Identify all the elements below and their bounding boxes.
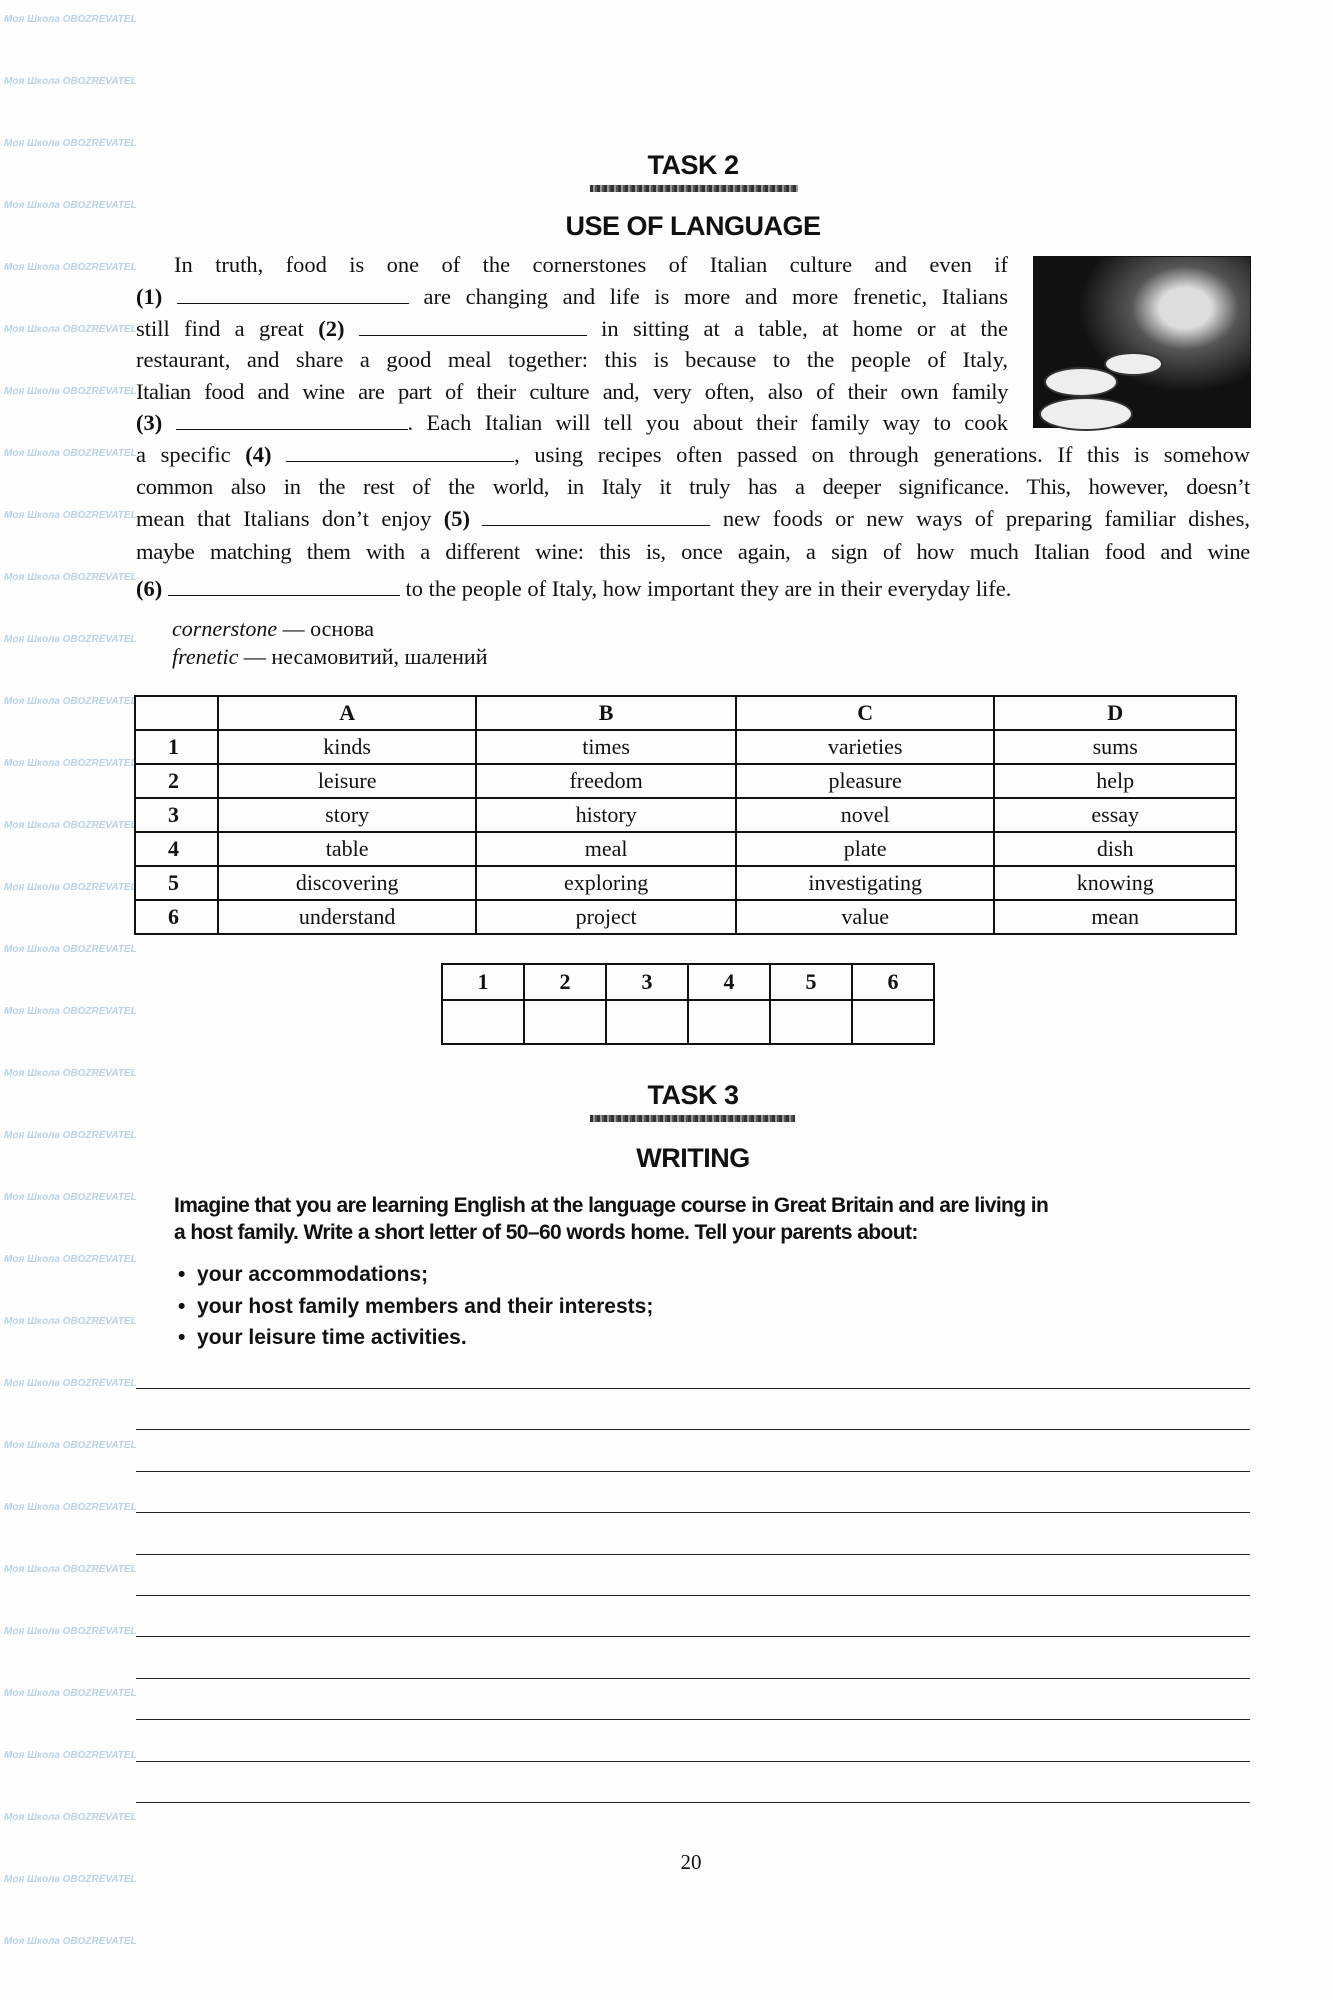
option-cell: investigating [736, 866, 995, 900]
gap-4-blank[interactable] [286, 441, 514, 462]
passage-text: to the people of Italy, how important they are in their everyday life. [405, 576, 1012, 601]
row-number: 5 [135, 866, 218, 900]
writing-line[interactable] [136, 1512, 1250, 1513]
watermark: Моя Школа OBOZREVATEL [4, 510, 137, 521]
option-row [135, 798, 1236, 832]
option-cell: dish [994, 832, 1236, 866]
writing-line[interactable] [136, 1761, 1250, 1762]
watermark: Моя Школа OBOZREVATEL [4, 200, 137, 211]
row-number: 4 [135, 832, 218, 866]
answer-cell[interactable] [606, 1000, 688, 1044]
writing-line[interactable] [136, 1802, 1250, 1803]
passage-text: mean that Italians don’t enjoy [136, 506, 432, 531]
passage-text: a specific [136, 442, 231, 467]
column-header: C [736, 696, 995, 730]
passage-line [136, 314, 1008, 344]
watermark: Моя Школа OBOZREVATEL [4, 1006, 137, 1017]
answer-grid [441, 963, 935, 1045]
option-cell: discovering [218, 866, 477, 900]
passage-line: restaurant, and share a good meal together: this is because to the people of Italy, [136, 347, 1008, 372]
option-cell: varieties [736, 730, 995, 764]
watermark: Моя Школа OBOZREVATEL [4, 1378, 137, 1389]
gap-1-blank[interactable] [177, 283, 409, 304]
bullet-text: your host family members and their interests; [197, 1294, 654, 1318]
task3-subtitle: WRITING [636, 1143, 750, 1173]
writing-line[interactable] [136, 1429, 1250, 1430]
options-table [134, 695, 1237, 935]
option-cell: plate [736, 832, 995, 866]
option-row [135, 900, 1236, 934]
watermark: Моя Школа OBOZREVATEL [4, 1626, 137, 1637]
option-cell: essay [994, 798, 1236, 832]
option-row [135, 832, 1236, 866]
glossary-definition: — несамовитий, шалений [238, 644, 488, 669]
restaurant-photo [1033, 256, 1251, 428]
passage-text: are changing and life is more and more frenetic, Italians [423, 284, 1008, 309]
task3-title: TASK 3 [647, 1080, 739, 1110]
watermark: Моя Школа OBOZREVATEL [4, 882, 137, 893]
option-cell: knowing [994, 866, 1236, 900]
writing-line[interactable] [136, 1678, 1250, 1679]
column-header: B [476, 696, 735, 730]
gap-6-blank[interactable] [168, 575, 400, 596]
watermark: Моя Школа OBOZREVATEL [4, 76, 137, 87]
option-cell: value [736, 900, 995, 934]
option-cell: history [476, 798, 735, 832]
watermark: Моя Школа OBOZREVATEL [4, 1440, 137, 1451]
passage-line: common also in the rest of the world, in Italy it truly has a deeper significance. This, however, doesn’t [136, 474, 1250, 499]
glossary [172, 615, 487, 671]
bullet-list [178, 1259, 653, 1354]
row-number: 2 [135, 764, 218, 798]
glossary-word: cornerstone [172, 616, 278, 641]
watermark: Моя Школа OBOZREVATEL [4, 262, 137, 273]
watermark: Моя Школа OBOZREVATEL [4, 1254, 137, 1265]
option-cell: exploring [476, 866, 735, 900]
watermark: Моя Школа OBOZREVATEL [4, 572, 137, 583]
option-cell: story [218, 798, 477, 832]
watermark: Моя Школа OBOZREVATEL [4, 1812, 137, 1823]
option-cell: project [476, 900, 735, 934]
answer-cell[interactable] [688, 1000, 770, 1044]
passage-line [136, 574, 1250, 604]
passage-line: In truth, food is one of the cornerstones of Italian culture and even if [174, 252, 1008, 277]
answer-number: 4 [688, 964, 770, 1000]
answer-cell[interactable] [442, 1000, 524, 1044]
corner-cell [135, 696, 218, 730]
glossary-word: frenetic [172, 644, 239, 669]
passage-text: in sitting at a table, at home or at the [601, 316, 1009, 341]
watermark: Моя Школа OBOZREVATEL [4, 1068, 137, 1079]
option-cell: freedom [476, 764, 735, 798]
watermark: Моя Школа OBOZREVATEL [4, 1874, 137, 1885]
page-number: 20 [680, 1850, 702, 1874]
passage-line [136, 408, 1008, 438]
option-cell: pleasure [736, 764, 995, 798]
bullet-text: your accommodations; [197, 1263, 429, 1286]
column-header: D [994, 696, 1236, 730]
gap-number: (6) [136, 576, 163, 601]
watermark: Моя Школа OBOZREVATEL [4, 1564, 137, 1575]
watermark: Моя Школа OBOZREVATEL [4, 448, 137, 459]
table-header-row [135, 696, 1236, 730]
answer-cell[interactable] [770, 1000, 852, 1044]
column-header: A [218, 696, 477, 730]
bullet-text: your leisure time activities. [197, 1326, 467, 1349]
gap-number: (5) [443, 506, 471, 531]
watermark: Моя Школа OBOZREVATEL [4, 138, 137, 149]
option-cell: mean [994, 900, 1236, 934]
glossary-item [172, 643, 487, 671]
watermark: Моя Школа OBOZREVATEL [4, 324, 137, 335]
writing-line[interactable] [136, 1719, 1250, 1720]
bullet-item: • your leisure time activities. [178, 1326, 467, 1349]
passage-line: Italian food and wine are part of their culture and, very often, also of their own family [136, 379, 1008, 404]
passage-line [136, 282, 1008, 312]
row-number: 6 [135, 900, 218, 934]
passage-line [136, 440, 1250, 470]
option-cell: help [994, 764, 1236, 798]
gap-number: (1) [136, 284, 163, 309]
row-number: 3 [135, 798, 218, 832]
gap-number: (2) [318, 316, 345, 341]
writing-line[interactable] [136, 1471, 1250, 1472]
watermark: Моя Школа OBOZREVATEL [4, 1936, 137, 1947]
passage-text: still find a great [136, 316, 304, 341]
watermark: Моя Школа OBOZREVATEL [4, 1130, 137, 1141]
watermark: Моя Школа OBOZREVATEL [4, 820, 137, 831]
instruction-line: a host family. Write a short letter of 50–60 words home. Tell your parents about: [174, 1221, 918, 1244]
writing-line[interactable] [136, 1595, 1250, 1596]
title-divider [590, 185, 798, 192]
answer-cell[interactable] [524, 1000, 606, 1044]
answer-number: 5 [770, 964, 852, 1000]
gap-number: (4) [245, 442, 272, 467]
writing-line[interactable] [136, 1554, 1250, 1555]
task2-subtitle: USE OF LANGUAGE [565, 211, 821, 241]
option-row [135, 764, 1236, 798]
option-row [135, 730, 1236, 764]
option-cell: leisure [218, 764, 477, 798]
passage-text: new foods or new ways of preparing familiar dishes, [722, 506, 1251, 531]
answer-number: 1 [442, 964, 524, 1000]
writing-line[interactable] [136, 1636, 1250, 1637]
row-number: 1 [135, 730, 218, 764]
option-row [135, 866, 1236, 900]
watermark: Моя Школа OBOZREVATEL [4, 1502, 137, 1513]
watermark: Моя Школа OBOZREVATEL [4, 1192, 137, 1203]
watermark: Моя Школа OBOZREVATEL [4, 634, 137, 645]
option-cell: kinds [218, 730, 477, 764]
gap-number: (3) [136, 410, 163, 435]
answer-number: 3 [606, 964, 688, 1000]
gap-3-blank[interactable] [176, 409, 408, 430]
glossary-definition: — основа [277, 616, 375, 641]
writing-line[interactable] [136, 1388, 1250, 1389]
watermark: Моя Школа OBOZREVATEL [4, 1316, 137, 1327]
watermark: Моя Школа OBOZREVATEL [4, 1750, 137, 1761]
option-cell: times [476, 730, 735, 764]
option-cell: sums [994, 730, 1236, 764]
writing-instruction [174, 1192, 1250, 1246]
option-cell: understand [218, 900, 477, 934]
bullet-item: • your host family members and their interests; [178, 1294, 654, 1318]
answer-cell[interactable] [852, 1000, 934, 1044]
watermark: Моя Школа OBOZREVATEL [4, 14, 137, 25]
passage-line: maybe matching them with a different wine: this is, once again, a sign of how much Italian food and wine [136, 539, 1250, 564]
passage-text: . Each Italian will tell you about their family way to cook [407, 410, 1008, 435]
watermark: Моя Школа OBOZREVATEL [4, 386, 137, 397]
passage-text: , using recipes often passed on through generations. If this is somehow [514, 442, 1251, 467]
watermark: Моя Школа OBOZREVATEL [4, 944, 137, 955]
option-cell: meal [476, 832, 735, 866]
instruction-line: Imagine that you are learning English at the language course in Great Britain and are living in [174, 1194, 1049, 1217]
title-divider [590, 1115, 795, 1122]
glossary-item [172, 615, 487, 643]
bullet-item: • your accommodations; [178, 1263, 429, 1286]
option-cell: novel [736, 798, 995, 832]
passage-line [136, 504, 1250, 534]
gap-2-blank[interactable] [359, 315, 587, 336]
answer-number: 6 [852, 964, 934, 1000]
answer-number: 2 [524, 964, 606, 1000]
watermark: Моя Школа OBOZREVATEL [4, 758, 137, 769]
watermark: Моя Школа OBOZREVATEL [4, 696, 137, 707]
watermark: Моя Школа OBOZREVATEL [4, 1688, 137, 1699]
answer-grid-header [442, 964, 934, 1000]
answer-grid-cells [442, 1000, 934, 1044]
gap-5-blank[interactable] [482, 505, 710, 526]
task2-title: TASK 2 [647, 150, 739, 180]
option-cell: table [218, 832, 477, 866]
